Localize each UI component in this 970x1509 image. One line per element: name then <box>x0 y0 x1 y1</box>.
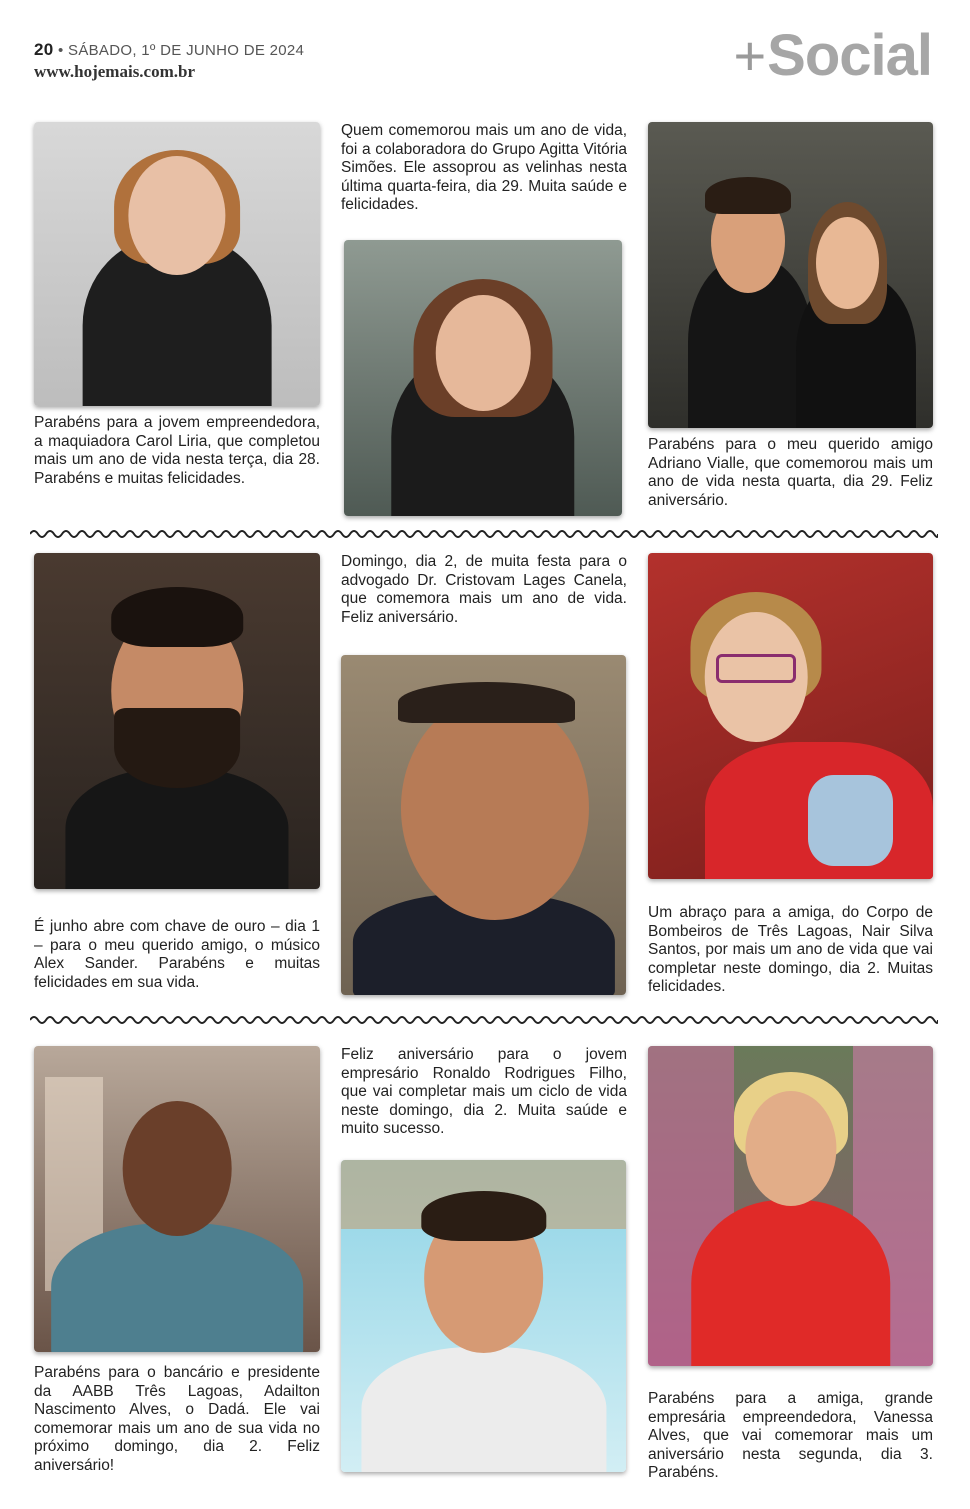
photo-carol-liria <box>34 122 320 406</box>
section-divider <box>30 1014 938 1026</box>
photo-ronaldo-rodrigues-filho <box>341 1160 626 1472</box>
photo-vanessa-alves <box>648 1046 933 1366</box>
separator: • <box>57 42 69 59</box>
brand-name: Social <box>767 23 932 88</box>
section-brand <box>733 22 932 89</box>
photo-adailton-alves <box>34 1046 320 1352</box>
page-number: 20 <box>34 40 54 59</box>
caption-1: Parabéns para a jovem empreendedora, a maquiadora Carol Liria, que completou mais um ano de vida nesta terça, dia 28. Parabéns e muitas felicidades. <box>34 414 320 487</box>
caption-2: Quem comemorou mais um ano de vida, foi a colaboradora do Grupo Agitta Vitória Simões. Ele assoprou as velinhas nesta última quarta-feira, dia 29. Muita saúde e felicidades. <box>341 122 627 213</box>
page-dateline-row <box>34 40 304 60</box>
photo-vitoria-simoes <box>344 240 622 516</box>
photo-adriano-vialle <box>648 122 933 428</box>
website-link[interactable]: www.hojemais.com.br <box>34 62 196 81</box>
photo-alex-sander <box>34 553 320 889</box>
dateline: SÁBADO, 1º DE JUNHO DE 2024 <box>68 42 305 59</box>
caption-7: Parabéns para o bancário e presidente da AABB Três Lagoas, Adailton Nascimento Alves, o Dadá. Ele vai comemorar mais um ano de sua vida no próximo domingo, dia 2. Feliz aniversário! <box>34 1364 320 1474</box>
caption-5: Domingo, dia 2, de muita festa para o advogado Dr. Cristovam Lages Canela, que comemora mais um ano de vida. Feliz aniversário. <box>341 553 627 626</box>
section-divider <box>30 528 938 540</box>
brand-plus: + <box>733 24 766 87</box>
caption-3: Parabéns para o meu querido amigo Adriano Vialle, que comemorou mais um ano de vida nesta quarta, dia 29. Feliz aniversário. <box>648 436 933 509</box>
caption-4: É junho abre com chave de ouro – dia 1 – para o meu querido amigo, o músico Alex Sander. Parabéns e muitas felicidades em sua vida. <box>34 918 320 991</box>
caption-6: Um abraço para a amiga, do Corpo de Bombeiros de Três Lagoas, Nair Silva Santos, por mais um ano de vida que vai completar neste domingo, dia 2. Muitas felicidades. <box>648 904 933 995</box>
caption-8: Feliz aniversário para o jovem empresário Ronaldo Rodrigues Filho, que vai completar mais um ciclo de vida neste domingo, dia 2. Muita saúde e muito sucesso. <box>341 1046 627 1137</box>
caption-9: Parabéns para a amiga, grande empresária empreendedora, Vanessa Alves, que vai comemorar mais um aniversário nesta segunda, dia 3. Parabéns. <box>648 1390 933 1481</box>
photo-nair-silva-santos <box>648 553 933 879</box>
page-header <box>0 0 970 110</box>
photo-cristovam-canela <box>341 655 626 995</box>
